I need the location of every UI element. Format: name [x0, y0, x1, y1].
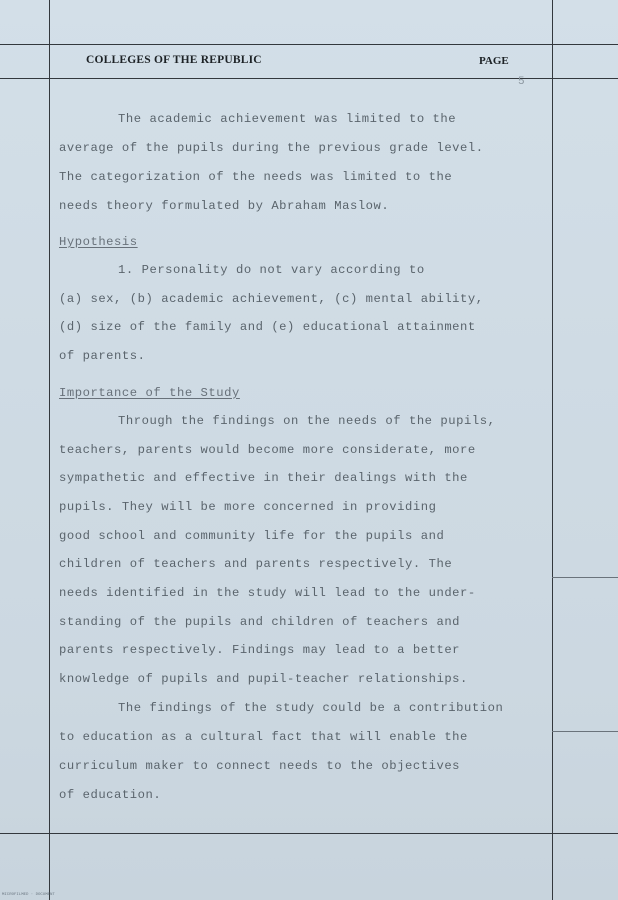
right-margin-tick-1 [552, 577, 618, 578]
text-line: (d) size of the family and (e) educational attainment [59, 320, 476, 334]
text-line: The academic achievement was limited to the [118, 112, 457, 126]
text-line: The categorization of the needs was limited to the [59, 170, 453, 184]
text-line: (a) sex, (b) academic achievement, (c) mental ability, [59, 292, 484, 306]
text-line: parents respectively. Findings may lead to a better [59, 643, 461, 657]
footer-rule [0, 833, 618, 834]
text-line: of education. [59, 788, 162, 802]
right-margin-rule [552, 0, 553, 900]
text-line: to education as a cultural fact that will enable the [59, 730, 468, 744]
text-line: standing of the pupils and children of teachers and [59, 615, 461, 629]
text-line: curriculum maker to connect needs to the objectives [59, 759, 461, 773]
text-line: average of the pupils during the previous grade level. [59, 141, 484, 155]
header-bottom-rule [0, 78, 618, 79]
text-line: Through the findings on the needs of the pupils, [118, 414, 496, 428]
text-line: children of teachers and parents respectively. The [59, 557, 453, 571]
left-margin-rule [49, 0, 50, 900]
text-line: The findings of the study could be a contribution [118, 701, 504, 715]
page-label: PAGE [479, 55, 509, 67]
microfilm-mark: MICROFILMED · DOCUMENT [2, 893, 55, 897]
text-line: sympathetic and effective in their dealings with the [59, 471, 468, 485]
text-line: of parents. [59, 349, 146, 363]
text-line: pupils. They will be more concerned in providing [59, 500, 437, 514]
text-line: teachers, parents would become more considerate, more [59, 443, 476, 457]
text-line: good school and community life for the pupils and [59, 529, 445, 543]
text-line: knowledge of pupils and pupil-teacher relationships. [59, 672, 468, 686]
section-heading: Importance of the Study [59, 386, 240, 400]
header-title: COLLEGES OF THE REPUBLIC [86, 54, 262, 66]
text-line: needs identified in the study will lead to the under- [59, 586, 476, 600]
text-line: needs theory formulated by Abraham Maslow. [59, 199, 390, 213]
right-margin-tick-2 [552, 731, 618, 732]
section-heading: Hypothesis [59, 235, 138, 249]
page-number: 5 [518, 76, 525, 88]
text-line: 1. Personality do not vary according to [118, 263, 425, 277]
header-top-rule [0, 44, 618, 45]
